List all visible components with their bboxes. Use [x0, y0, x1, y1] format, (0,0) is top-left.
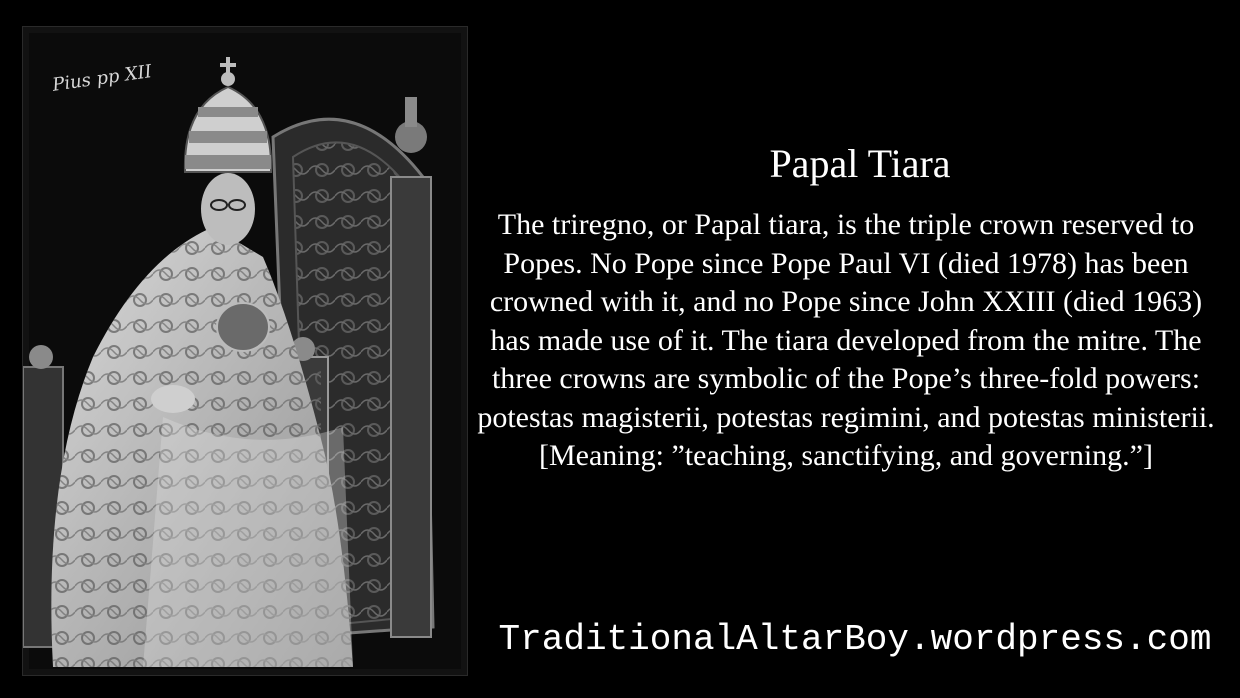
pope-photograph — [22, 26, 468, 676]
signature: Pius pp XII — [51, 61, 154, 96]
website-url[interactable]: TraditionalAltarBoy.wordpress.com — [498, 619, 1212, 660]
tiara — [185, 57, 271, 172]
caption-title: Papal Tiara — [769, 141, 951, 186]
caption-body: The triregno, or Papal tiara, is the triple crown reserved to Popes. No Pope since Pope Paul VI (died 1978) has been crowned with it, and no Pope since John XXIII (died 1963) has made use of it. The tiara developed from the mitre. The three crowns are symbolic of the Pope’s three-fold powers: potestas magisterii, potestas regimini, and potestas ministerii. [Meaning: ”teaching, sanctifying, and governing.”] — [477, 208, 1215, 472]
pope-illustration — [23, 27, 467, 675]
